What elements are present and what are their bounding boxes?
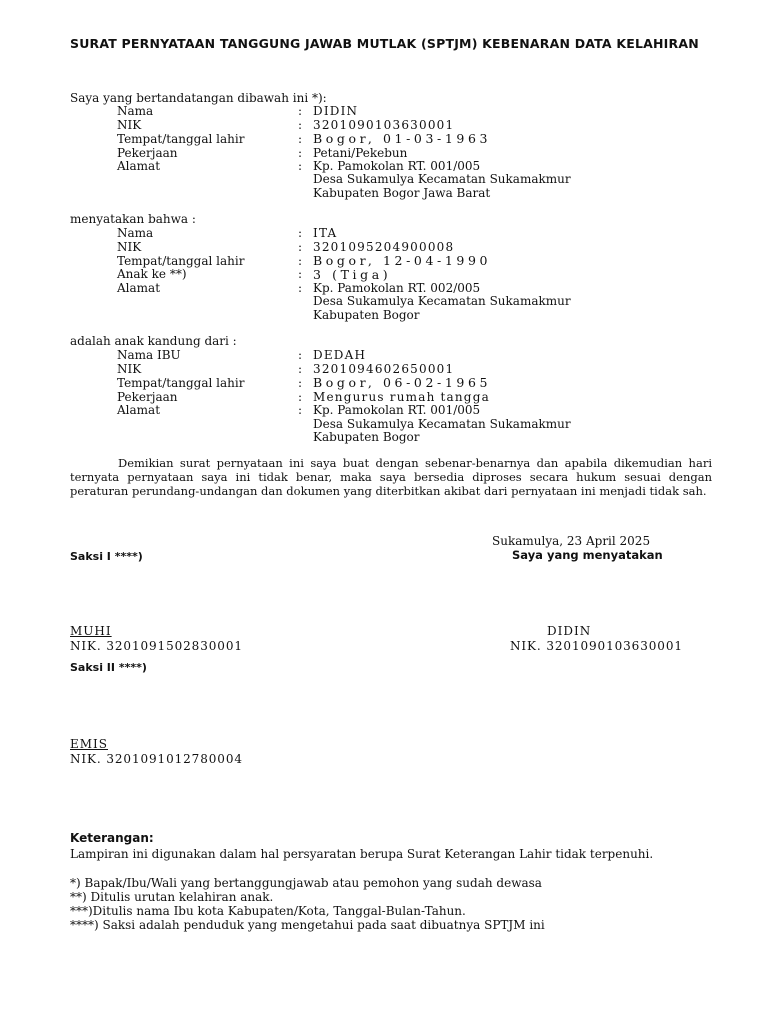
mother-ttl-label: Tempat/tanggal lahir [117,376,245,390]
child-name: ITA [313,226,338,240]
colon: : [298,348,303,362]
declarant-address-line: Kabupaten Bogor Jawa Barat [313,186,491,200]
notes-line: Lampiran ini digunakan dalam hal persyaratan berupa Surat Keterangan Lahir tidak terpenuhi. [70,847,654,861]
child-order: 3 (Tiga) [313,267,392,282]
colon: : [298,376,303,390]
declarant-name-label: Nama [117,104,154,118]
declarant-job-label: Pekerjaan [117,146,178,160]
witness2-nik: NIK. 3201091012780004 [70,752,243,766]
declarer-sign-nik: NIK. 3201090103630001 [510,639,683,653]
mother-job: Mengurus rumah tangga [313,390,490,404]
colon: : [298,362,303,376]
child-nik: 3201095204900008 [313,240,455,254]
mother-nik: 3201094602650001 [313,362,455,376]
mother-name-label: Nama IBU [117,348,181,362]
witness1-heading: Saksi I ****) [70,550,143,563]
colon: : [298,281,303,295]
colon: : [298,267,303,281]
notes-line: **) Ditulis urutan kelahiran anak. [70,890,274,904]
child-address-line: Desa Sukamulya Kecamatan Sukamakmur [313,294,571,308]
mother-job-label: Pekerjaan [117,390,178,404]
closing-paragraph: Demikian surat pernyataan ini saya buat dengan sebenar-benarnya dan apabila dikemudian hari ternyata pernyataan saya ini tidak benar, maka saya bersedia diproses secara hukum sesuai dengan peraturan perundang-undangan dan dokumen yang diterbitkan akibat dari pernyataan ini menjadi tidak sah. [70,456,712,498]
notes-line: ***)Ditulis nama Ibu kota Kabupaten/Kota, Tanggal-Bulan-Tahun. [70,904,466,918]
mother-address-label: Alamat [117,403,161,417]
biological-text: adalah anak kandung dari : [70,334,237,348]
notes-line: *) Bapak/Ibu/Wali yang bertanggungjawab atau pemohon yang sudah dewasa [70,876,542,890]
mother-name: DEDAH [313,348,367,362]
colon: : [298,226,303,240]
states-text: menyatakan bahwa : [70,212,196,226]
child-name-label: Nama [117,226,154,240]
colon: : [298,390,303,404]
colon: : [298,240,303,254]
child-ttl-label: Tempat/tanggal lahir [117,254,245,268]
child-nik-label: NIK [117,240,142,254]
witness2-name: EMIS [70,737,109,751]
declarer-sign-name: DIDIN [547,624,592,638]
witness1-name: MUHI [70,624,112,638]
witness1-nik: NIK. 3201091502830001 [70,639,243,653]
colon: : [298,146,303,160]
child-address-line: Kp. Pamokolan RT. 002/005 [313,281,481,295]
child-address-line: Kabupaten Bogor [313,308,420,322]
declarant-nik-label: NIK [117,118,142,132]
intro-text: Saya yang bertandatangan dibawah ini *): [70,91,327,105]
child-ttl: Bogor, 12-04-1990 [313,253,492,268]
mother-nik-label: NIK [117,362,142,376]
mother-address-line: Kabupaten Bogor [313,430,420,444]
colon: : [298,104,303,118]
mother-address-line: Kp. Pamokolan RT. 001/005 [313,403,481,417]
declarant-address-line: Kp. Pamokolan RT. 001/005 [313,159,481,173]
notes-heading: Keterangan: [70,831,154,845]
declarant-job: Petani/Pekebun [313,146,408,160]
witness2-heading: Saksi II ****) [70,661,147,674]
notes-line: ****) Saksi adalah penduduk yang mengetahui pada saat dibuatnya SPTJM ini [70,918,545,932]
place-date: Sukamulya, 23 April 2025 [492,534,651,548]
declarant-name: DIDIN [313,104,359,118]
mother-address-line: Desa Sukamulya Kecamatan Sukamakmur [313,417,571,431]
colon: : [298,159,303,173]
declarant-address-label: Alamat [117,159,161,173]
colon: : [298,403,303,417]
colon: : [298,132,303,146]
child-address-label: Alamat [117,281,161,295]
document-title: SURAT PERNYATAAN TANGGUNG JAWAB MUTLAK (SPTJM) KEBENARAN DATA KELAHIRAN [70,36,699,51]
child-order-label: Anak ke **) [117,267,187,281]
declarer-heading: Saya yang menyatakan [512,548,663,562]
mother-ttl: Bogor, 06-02-1965 [313,375,492,390]
colon: : [298,254,303,268]
declarant-address-line: Desa Sukamulya Kecamatan Sukamakmur [313,172,571,186]
declarant-nik: 3201090103630001 [313,118,455,132]
declarant-ttl: Bogor, 01-03-1963 [313,131,492,146]
colon: : [298,118,303,132]
declarant-ttl-label: Tempat/tanggal lahir [117,132,245,146]
